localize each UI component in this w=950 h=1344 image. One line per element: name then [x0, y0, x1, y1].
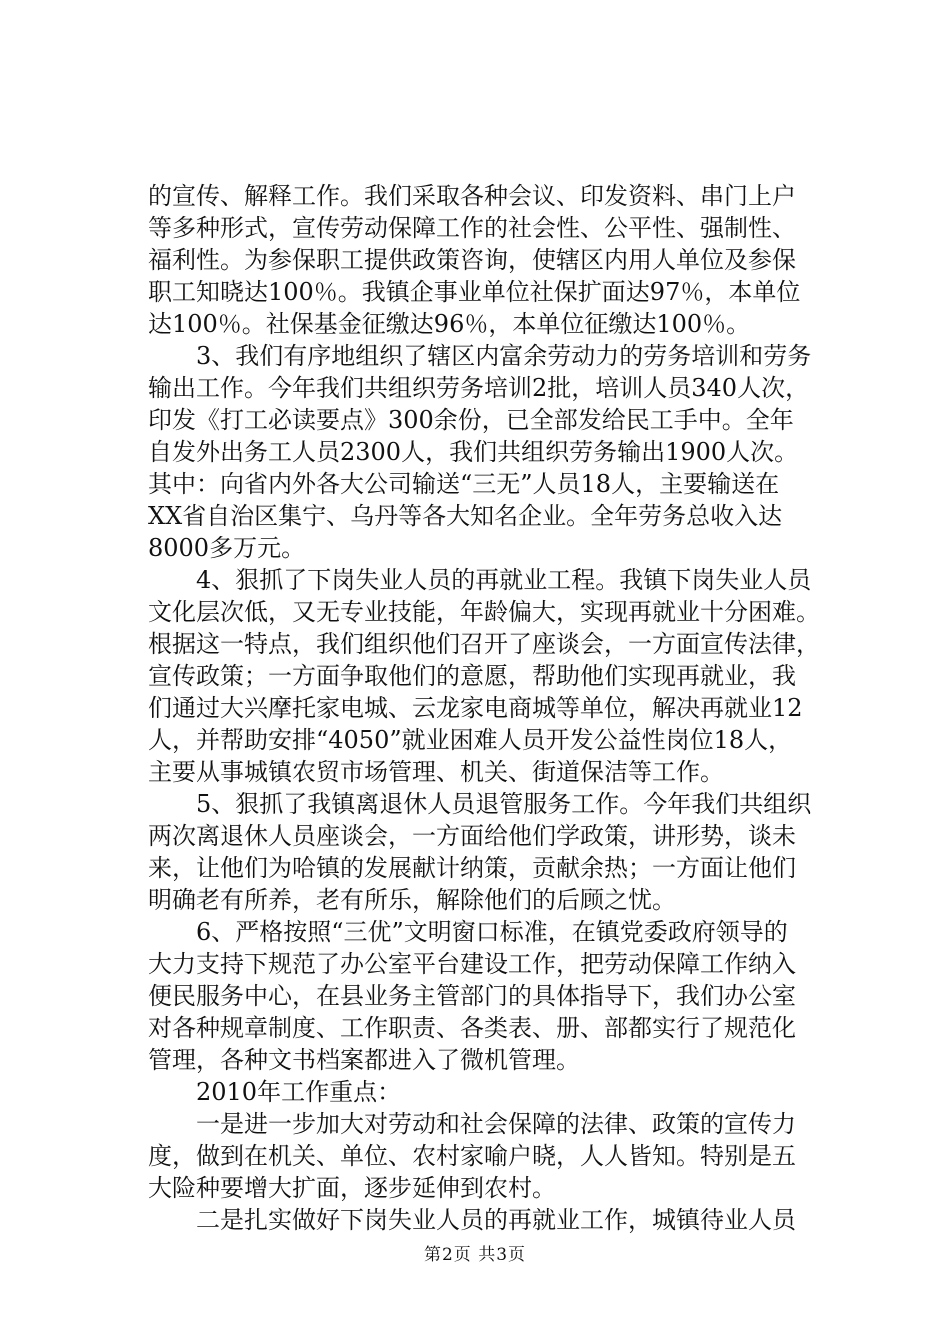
text-line: 大力支持下规范了办公室平台建设工作，把劳动保障工作纳入	[148, 950, 796, 978]
text-line: 们通过大兴摩托家电城、云龙家电商城等单位，解决再就业12	[148, 694, 803, 722]
text-line: 来，让他们为哈镇的发展献计纳策，贡献余热；一方面让他们	[148, 854, 796, 882]
text-line: 管理，各种文书档案都进入了微机管理。	[148, 1046, 580, 1074]
text-line: 福利性。为参保职工提供政策咨询，使辖区内用人单位及参保	[148, 246, 796, 274]
text-line: 5、狠抓了我镇离退休人员退管服务工作。今年我们共组织	[148, 790, 812, 818]
text-line: 对各种规章制度、工作职责、各类表、册、部都实行了规范化	[148, 1014, 796, 1042]
text-line: 二是扎实做好下岗失业人员的再就业工作，城镇待业人员	[148, 1206, 796, 1234]
text-line: 其中：向省内外各大公司输送“三无”人员18人，主要输送在	[148, 470, 780, 498]
text-line: 6、严格按照“三优”文明窗口标准，在镇党委政府领导的	[148, 918, 788, 946]
text-line: 输出工作。今年我们共组织劳务培训2批，培训人员340人次，	[148, 374, 810, 402]
text-line: 度，做到在机关、单位、农村家喻户晓，人人皆知。特别是五	[148, 1142, 796, 1170]
text-line: 的宣传、解释工作。我们采取各种会议、印发资料、串门上户	[148, 182, 796, 210]
text-line: 明确老有所养，老有所乐，解除他们的后顾之忧。	[148, 886, 676, 914]
text-line: 等多种形式，宣传劳动保障工作的社会性、公平性、强制性、	[148, 214, 796, 242]
text-line: 自发外出务工人员2300人，我们共组织劳务输出1900人次。	[148, 438, 799, 466]
text-line: 印发《打工必读要点》300余份，已全部发给民工手中。全年	[148, 406, 794, 434]
text-line: 大险种要增大扩面，逐步延伸到农村。	[148, 1174, 556, 1202]
text-line: 便民服务中心，在县业务主管部门的具体指导下，我们办公室	[148, 982, 796, 1010]
text-line: 文化层次低，又无专业技能，年龄偏大，实现再就业十分困难。	[148, 598, 820, 626]
page-footer: 第2页 共3页	[423, 1245, 527, 1265]
text-line: 职工知晓达100％。我镇企事业单位社保扩面达97％，本单位	[148, 278, 801, 306]
text-line: 根据这一特点，我们组织他们召开了座谈会，一方面宣传法律，	[148, 630, 820, 658]
text-line: 达100％。社保基金征缴达96％，本单位征缴达100％。	[148, 310, 751, 338]
text-line: 一是进一步加大对劳动和社会保障的法律、政策的宣传力	[148, 1110, 796, 1138]
text-line: 3、我们有序地组织了辖区内富余劳动力的劳务培训和劳务	[148, 342, 812, 370]
text-line: 人，并帮助安排“4050”就业困难人员开发公益性岗位18人，	[148, 726, 793, 754]
text-line: 两次离退休人员座谈会，一方面给他们学政策，讲形势，谈未	[148, 822, 796, 850]
text-line: 4、狠抓了下岗失业人员的再就业工程。我镇下岗失业人员	[148, 566, 812, 594]
text-line: 主要从事城镇农贸市场管理、机关、街道保洁等工作。	[148, 758, 724, 786]
document-body	[148, 180, 848, 1236]
text-line: XX省自治区集宁、乌丹等各大知名企业。全年劳务总收入达	[148, 502, 783, 530]
text-line: 2010年工作重点：	[148, 1078, 402, 1106]
text-line: 宣传政策；一方面争取他们的意愿，帮助他们实现再就业，我	[148, 662, 796, 690]
text-line: 8000多万元。	[148, 534, 306, 562]
